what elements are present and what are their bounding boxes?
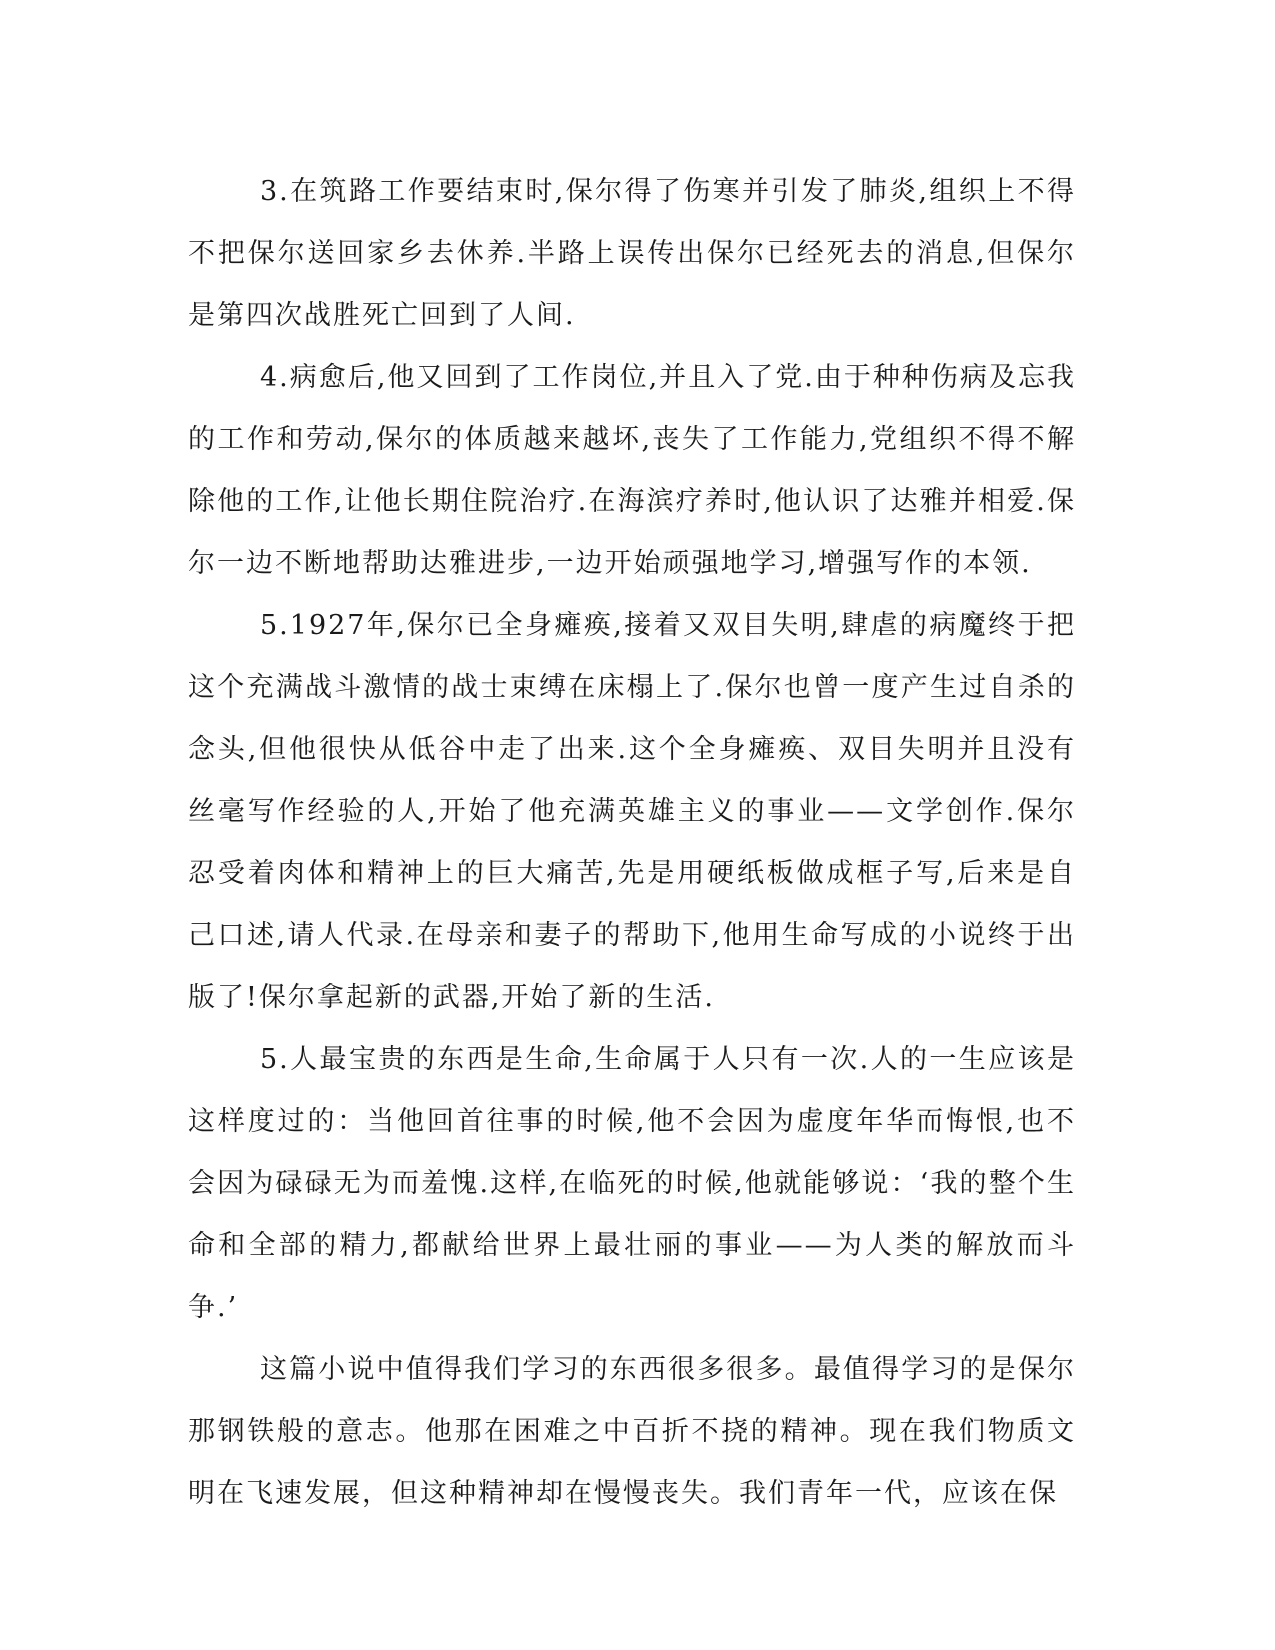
paragraph-3: 3.在筑路工作要结束时,保尔得了伤寒并引发了肺炎,组织上不得不把保尔送回家乡去休养.半路上误传出保尔已经死去的消息,但保尔是第四次战胜死亡回到了人间.	[188, 176, 1076, 331]
body-text	[188, 161, 1076, 1525]
paragraph-5-1927: 5.1927年,保尔已全身瘫痪,接着又双目失明,肆虐的病魔终于把这个充满战斗激情的战士束缚在床榻上了.保尔也曾一度产生过自杀的念头,但他很快从低谷中走了出来.这个全身瘫痪、双目失明并且没有丝毫写作经验的人,开始了他充满英雄主义的事业——文学创作.保尔忍受着肉体和精神上的巨大痛苦,先是用硬纸板做成框子写,后来是自己口述,请人代录.在母亲和妻子的帮助下,他用生命写成的小说终于出版了!保尔拿起新的武器,开始了新的生活.	[188, 610, 1076, 1013]
paragraph-4: 4.病愈后,他又回到了工作岗位,并且入了党.由于种种伤病及忘我的工作和劳动,保尔的体质越来越坏,丧失了工作能力,党组织不得不解除他的工作,让他长期住院治疗.在海滨疗养时,他认识了达雅并相爱.保尔一边不断地帮助达雅进步,一边开始顽强地学习,增强写作的本领.	[188, 362, 1076, 579]
paragraph-5-quote: 5.人最宝贵的东西是生命,生命属于人只有一次.人的一生应该是这样度过的：当他回首往事的时候,他不会因为虚度年华而悔恨,也不会因为碌碌无为而羞愧.这样,在临死的时候,他就能够说：‘我的整个生命和全部的精力,都献给世界上最壮丽的事业——为人类的解放而斗争.’	[188, 1044, 1076, 1323]
paragraph-reflection: 这篇小说中值得我们学习的东西很多很多。最值得学习的是保尔那钢铁般的意志。他那在困难之中百折不挠的精神。现在我们物质文明在飞速发展，但这种精神却在慢慢丧失。我们青年一代，应该在保	[188, 1354, 1076, 1509]
